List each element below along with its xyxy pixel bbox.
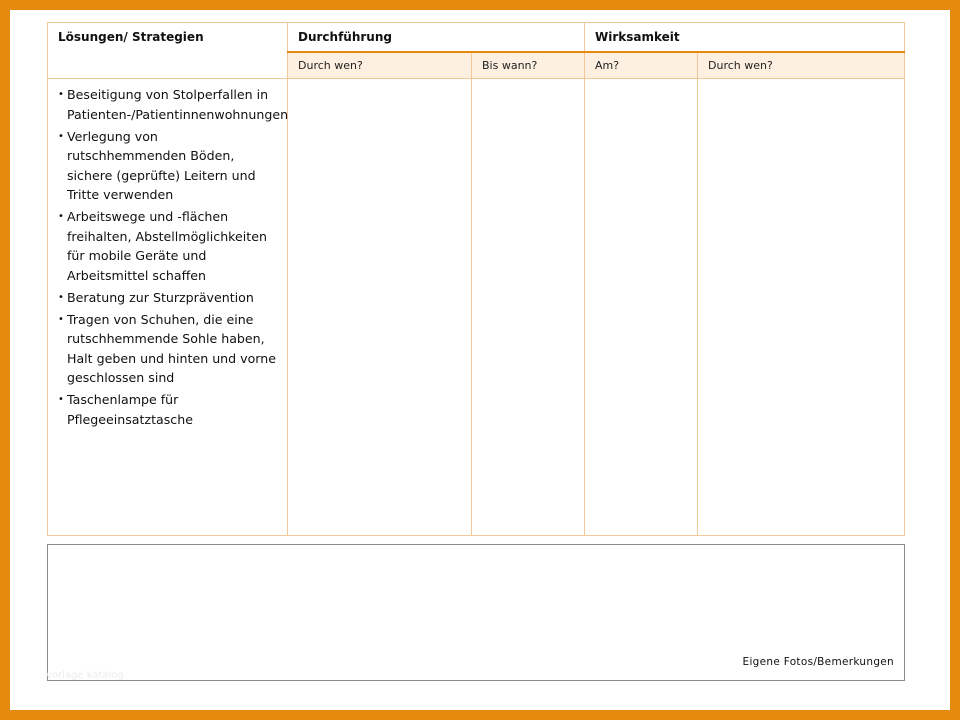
list-item [58,310,279,388]
subheader-execution-until: Bis wann? [472,52,585,79]
notes-box[interactable] [47,544,905,681]
list-item [58,85,289,124]
subheader-effectiveness-date: Am? [585,52,698,79]
document-page [10,10,950,710]
cell-effectiveness-who[interactable] [698,79,905,536]
solutions-cell [48,79,288,536]
list-item [58,127,279,205]
bullet-icon: • [58,313,64,325]
subheader-effectiveness-who: Durch wen? [698,52,905,79]
solution-text: Verlegung von rutschhemmenden Böden, sichere (geprüfte) Leitern und Tritte verwenden [67,128,256,203]
list-item [58,288,279,308]
watermark: vorlage katalog [46,670,124,681]
header-solutions: Lösungen/ Strategien [48,23,288,79]
bullet-icon: • [58,291,64,303]
notes-label: Eigene Fotos/Bemerkungen [742,656,894,668]
bullet-icon: • [58,211,64,223]
solution-text: Tragen von Schuhen, die eine rutschhemmende Sohle haben, Halt geben und hinten und vorne geschlossen sind [67,311,276,386]
bullet-icon: • [58,89,64,100]
subheader-execution-who: Durch wen? [288,52,472,79]
bullet-icon: • [58,130,64,142]
table-header-row [48,23,905,53]
table-body-row [48,79,905,536]
solution-text: Beseitigung von Stolperfallen in Patienten-/Patientinnenwohnungen [67,87,289,122]
strategy-table [47,22,905,536]
bullet-icon: • [58,394,64,406]
solution-text: Arbeitswege und -flächen freihalten, Abstellmöglichkeiten für mobile Geräte und Arbeitsmittel schaffen [67,209,267,283]
header-execution: Durchführung [288,23,585,53]
list-item [58,207,279,285]
cell-execution-until[interactable] [472,79,585,536]
solutions-list [58,85,289,429]
list-item [58,390,279,429]
header-effectiveness: Wirksamkeit [585,23,905,53]
solution-text: Beratung zur Sturzprävention [67,289,254,305]
cell-execution-who[interactable] [288,79,472,536]
solution-text: Taschenlampe für Pflegeeinsatztasche [67,392,193,427]
cell-effectiveness-date[interactable] [585,79,698,536]
